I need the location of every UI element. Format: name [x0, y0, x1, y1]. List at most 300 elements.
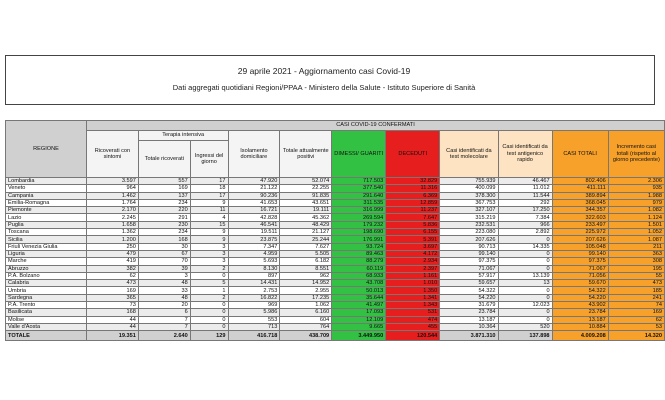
cell-casi-totali: 10.884 — [552, 323, 608, 330]
cell-molecolare: 59.657 — [440, 280, 498, 287]
cell-regione: P.A. Bolzano — [6, 272, 87, 279]
cell-isolamento: 41.653 — [228, 199, 280, 206]
cell-incremento: 169 — [608, 309, 664, 316]
cell-regione: Campania — [6, 192, 87, 199]
cell-molecolare: 207.626 — [440, 236, 498, 243]
cell-regione: Friuli Venezia Giulia — [6, 243, 87, 250]
cell-deceduti: 12.859 — [386, 199, 440, 206]
cell-molecolare: 54.322 — [440, 287, 498, 294]
cell-deceduti: 11.237 — [386, 207, 440, 214]
cell-regione: Calabria — [6, 280, 87, 287]
cell-positivi: 48.429 — [280, 221, 332, 228]
cell-ricoverati: 250 — [87, 243, 139, 250]
cell-isolamento: 416.718 — [228, 331, 280, 341]
table-row — [6, 323, 665, 330]
cell-ricoverati: 964 — [87, 185, 139, 192]
cell-antigenico: 137.898 — [498, 331, 552, 341]
cell-incremento: 308 — [608, 258, 664, 265]
col-header-incremento: Incremento casi totali (rispetto al giorno precedente) — [608, 131, 664, 178]
cell-ricoverati: 1.764 — [87, 199, 139, 206]
cell-ingressi: 11 — [190, 207, 228, 214]
cell-incremento: 979 — [608, 199, 664, 206]
cell-dimessi: 377.540 — [332, 185, 386, 192]
cell-regione: TOTALE — [6, 331, 87, 341]
cell-ricoverati: 1.462 — [87, 192, 139, 199]
cell-ingressi: 4 — [190, 214, 228, 221]
cell-casi-totali: 54.322 — [552, 287, 608, 294]
table-row — [6, 243, 665, 250]
cell-incremento: 1.087 — [608, 236, 664, 243]
col-header-casi-totali: CASI TOTALI — [552, 131, 608, 178]
cell-totale-ricoverati: 234 — [138, 199, 190, 206]
cell-antigenico: 11.012 — [498, 185, 552, 192]
cell-incremento: 1.124 — [608, 214, 664, 221]
cell-incremento: 363 — [608, 250, 664, 257]
cell-casi-totali: 233.497 — [552, 221, 608, 228]
cell-antigenico: 520 — [498, 323, 552, 330]
cell-deceduti: 1.343 — [386, 302, 440, 309]
cell-dimessi: 60.119 — [332, 265, 386, 272]
cell-totale-ricoverati: 70 — [138, 258, 190, 265]
cell-ricoverati: 2.245 — [87, 214, 139, 221]
cell-deceduti: 1.161 — [386, 272, 440, 279]
cell-isolamento: 16.721 — [228, 207, 280, 214]
table-row — [6, 207, 665, 214]
cell-dimessi: 198.690 — [332, 229, 386, 236]
cell-positivi: 17.235 — [280, 294, 332, 301]
cell-totale-ricoverati: 67 — [138, 250, 190, 257]
cell-regione: Sardegna — [6, 294, 87, 301]
cell-casi-totali: 105.048 — [552, 243, 608, 250]
table-row — [6, 199, 665, 206]
cell-dimessi: 311.535 — [332, 199, 386, 206]
cell-incremento: 14.320 — [608, 331, 664, 341]
cell-molecolare: 23.784 — [440, 309, 498, 316]
cell-casi-totali: 23.784 — [552, 309, 608, 316]
cell-positivi: 6.160 — [280, 309, 332, 316]
cell-molecolare: 10.364 — [440, 323, 498, 330]
cell-ricoverati: 62 — [87, 272, 139, 279]
cell-ricoverati: 44 — [87, 323, 139, 330]
cell-ingressi: 5 — [190, 280, 228, 287]
cell-positivi: 21.127 — [280, 229, 332, 236]
cell-casi-totali: 225.972 — [552, 229, 608, 236]
cell-positivi: 604 — [280, 316, 332, 323]
cell-regione: Emilia-Romagna — [6, 199, 87, 206]
cell-antigenico: 13.139 — [498, 272, 552, 279]
cell-positivi: 764 — [280, 323, 332, 330]
cell-deceduti: 2.934 — [386, 258, 440, 265]
cell-ingressi: 129 — [190, 331, 228, 341]
cell-regione: Liguria — [6, 250, 87, 257]
table-row — [6, 192, 665, 199]
cell-antigenico: 17.250 — [498, 207, 552, 214]
cell-antigenico: 0 — [498, 265, 552, 272]
cell-molecolare: 3.871.310 — [440, 331, 498, 341]
col-header-ingressi: Ingressi del giorno — [190, 141, 228, 178]
cell-antigenico: 0 — [498, 309, 552, 316]
cell-casi-totali: 207.626 — [552, 236, 608, 243]
cell-molecolare: 31.679 — [440, 302, 498, 309]
cell-dimessi: 35.644 — [332, 294, 386, 301]
table-row — [6, 280, 665, 287]
cell-isolamento: 14.431 — [228, 280, 280, 287]
cell-casi-totali: 322.603 — [552, 214, 608, 221]
cell-ingressi: 0 — [190, 323, 228, 330]
cell-ingressi: 15 — [190, 221, 228, 228]
cell-totale-ricoverati: 6 — [138, 309, 190, 316]
cell-positivi: 962 — [280, 272, 332, 279]
cell-molecolare: 97.375 — [440, 258, 498, 265]
cell-ingressi: 17 — [190, 192, 228, 199]
cell-casi-totali: 344.357 — [552, 207, 608, 214]
cell-molecolare: 378.300 — [440, 192, 498, 199]
cell-incremento: 195 — [608, 265, 664, 272]
table-row — [6, 229, 665, 236]
cell-incremento: 1.082 — [608, 207, 664, 214]
cell-positivi: 7.627 — [280, 243, 332, 250]
cell-isolamento: 23.875 — [228, 236, 280, 243]
cell-ricoverati: 19.351 — [87, 331, 139, 341]
table-row — [6, 316, 665, 323]
table-row — [6, 185, 665, 192]
cell-totale-ricoverati: 7 — [138, 323, 190, 330]
cell-positivi: 438.709 — [280, 331, 332, 341]
cell-regione: Sicilia — [6, 236, 87, 243]
cell-casi-totali: 54.220 — [552, 294, 608, 301]
cell-ingressi: 2 — [190, 294, 228, 301]
cell-dimessi: 17.093 — [332, 309, 386, 316]
cell-molecolare: 57.917 — [440, 272, 498, 279]
cell-totale-ricoverati: 168 — [138, 236, 190, 243]
cell-deceduti: 3.697 — [386, 243, 440, 250]
cell-ingressi: 9 — [190, 236, 228, 243]
cell-dimessi: 9.665 — [332, 323, 386, 330]
cell-isolamento: 5.693 — [228, 258, 280, 265]
cell-antigenico: 966 — [498, 221, 552, 228]
table-row — [6, 221, 665, 228]
cell-antigenico: 14.335 — [498, 243, 552, 250]
cell-isolamento: 4.959 — [228, 250, 280, 257]
cell-ricoverati: 1.362 — [87, 229, 139, 236]
table-row — [6, 309, 665, 316]
cell-regione: Lombardia — [6, 178, 87, 185]
cell-positivi: 8.551 — [280, 265, 332, 272]
cell-ricoverati: 1.658 — [87, 221, 139, 228]
cell-ingressi: 0 — [190, 309, 228, 316]
cell-ricoverati: 382 — [87, 265, 139, 272]
cell-isolamento: 16.822 — [228, 294, 280, 301]
cell-antigenico: 292 — [498, 199, 552, 206]
cell-dimessi: 269.594 — [332, 214, 386, 221]
cell-isolamento: 897 — [228, 272, 280, 279]
cell-incremento: 185 — [608, 287, 664, 294]
cell-positivi: 22.255 — [280, 185, 332, 192]
cell-incremento: 473 — [608, 280, 664, 287]
table-row — [6, 236, 665, 243]
cell-isolamento: 42.828 — [228, 214, 280, 221]
cell-antigenico: 11.544 — [498, 192, 552, 199]
cell-regione: Lazio — [6, 214, 87, 221]
cell-deceduti: 11.316 — [386, 185, 440, 192]
cell-molecolare: 315.219 — [440, 214, 498, 221]
cell-ingressi: 9 — [190, 229, 228, 236]
cell-dimessi: 93.724 — [332, 243, 386, 250]
cell-casi-totali: 71.067 — [552, 265, 608, 272]
cell-incremento: 935 — [608, 185, 664, 192]
cell-deceduti: 5.391 — [386, 236, 440, 243]
cell-ingressi: 3 — [190, 258, 228, 265]
cell-antigenico: 0 — [498, 258, 552, 265]
cell-isolamento: 8.130 — [228, 265, 280, 272]
cell-molecolare: 71.067 — [440, 265, 498, 272]
cell-molecolare: 99.140 — [440, 250, 498, 257]
cell-ricoverati: 2.170 — [87, 207, 139, 214]
cell-totale-ricoverati: 2.640 — [138, 331, 190, 341]
cell-isolamento: 713 — [228, 323, 280, 330]
cell-molecolare: 755.939 — [440, 178, 498, 185]
table-row — [6, 272, 665, 279]
cell-incremento: 211 — [608, 243, 664, 250]
cell-molecolare: 54.220 — [440, 294, 498, 301]
cell-regione: Umbria — [6, 287, 87, 294]
cell-dimessi: 291.640 — [332, 192, 386, 199]
cell-deceduti: 5.836 — [386, 221, 440, 228]
cell-ingressi: 0 — [190, 316, 228, 323]
cell-incremento: 1.988 — [608, 192, 664, 199]
cell-incremento: 2.306 — [608, 178, 664, 185]
cell-totale-ricoverati: 557 — [138, 178, 190, 185]
cell-regione: Basilicata — [6, 309, 87, 316]
cell-positivi: 45.362 — [280, 214, 332, 221]
cell-regione: Valle d'Aosta — [6, 323, 87, 330]
cell-isolamento: 7.347 — [228, 243, 280, 250]
col-header-positivi: Totale attualmente positivi — [280, 131, 332, 178]
cell-dimessi: 176.991 — [332, 236, 386, 243]
col-header-isolamento: Isolamento domiciliare — [228, 131, 280, 178]
cell-deceduti: 7.647 — [386, 214, 440, 221]
col-header-antigenico: Casi identificati da test antigenico rapido — [498, 131, 552, 178]
table-row — [6, 265, 665, 272]
cell-molecolare: 13.187 — [440, 316, 498, 323]
cell-casi-totali: 411.111 — [552, 185, 608, 192]
cell-casi-totali: 71.056 — [552, 272, 608, 279]
cell-incremento: 62 — [608, 316, 664, 323]
cell-totale-ricoverati: 169 — [138, 185, 190, 192]
group-header-terapia: Terapia intensiva — [138, 131, 228, 141]
cell-molecolare: 223.080 — [440, 229, 498, 236]
cell-positivi: 91.835 — [280, 192, 332, 199]
cell-molecolare: 232.531 — [440, 221, 498, 228]
cell-ingressi: 9 — [190, 199, 228, 206]
cell-molecolare: 327.107 — [440, 207, 498, 214]
cell-totale-ricoverati: 33 — [138, 287, 190, 294]
cell-antigenico: 0 — [498, 250, 552, 257]
table-row — [6, 258, 665, 265]
cell-incremento: 241 — [608, 294, 664, 301]
cell-ricoverati: 3.597 — [87, 178, 139, 185]
cell-isolamento: 47.920 — [228, 178, 280, 185]
cell-ingressi: 1 — [190, 287, 228, 294]
cell-deceduti: 1.010 — [386, 280, 440, 287]
cell-ingressi: 2 — [190, 265, 228, 272]
cell-totale-ricoverati: 137 — [138, 192, 190, 199]
cell-dimessi: 50.013 — [332, 287, 386, 294]
cell-deceduti: 6.369 — [386, 192, 440, 199]
cell-casi-totali: 4.009.208 — [552, 331, 608, 341]
col-header-ricoverati: Ricoverati con sintomi — [87, 131, 139, 178]
cell-ingressi: 17 — [190, 178, 228, 185]
col-header-deceduti: DECEDUTI — [386, 131, 440, 178]
cell-positivi: 2.955 — [280, 287, 332, 294]
report-subtitle: Dati aggregati quotidiani Regioni/PPAA - Ministero della Salute - Istituto Superiore di Sanità — [172, 83, 476, 92]
cell-casi-totali: 13.187 — [552, 316, 608, 323]
cell-isolamento: 5.986 — [228, 309, 280, 316]
cell-casi-totali: 99.140 — [552, 250, 608, 257]
cell-positivi: 6.182 — [280, 258, 332, 265]
cell-totale-ricoverati: 30 — [138, 243, 190, 250]
cell-ricoverati: 473 — [87, 280, 139, 287]
cell-regione: Molise — [6, 316, 87, 323]
cell-deceduti: 1.350 — [386, 287, 440, 294]
cell-ingressi: 0 — [190, 272, 228, 279]
cell-dimessi: 717.503 — [332, 178, 386, 185]
table-row — [6, 250, 665, 257]
cell-antigenico: 0 — [498, 236, 552, 243]
cell-regione: Veneto — [6, 185, 87, 192]
cell-casi-totali: 59.670 — [552, 280, 608, 287]
cell-totale-ricoverati: 3 — [138, 272, 190, 279]
table-row — [6, 302, 665, 309]
cell-dimessi: 88.279 — [332, 258, 386, 265]
cell-dimessi: 41.497 — [332, 302, 386, 309]
cell-deceduti: 474 — [386, 316, 440, 323]
cell-regione: Piemonte — [6, 207, 87, 214]
cell-dimessi: 12.109 — [332, 316, 386, 323]
cell-totale-ricoverati: 20 — [138, 302, 190, 309]
cell-ricoverati: 1.200 — [87, 236, 139, 243]
cell-ricoverati: 479 — [87, 250, 139, 257]
table-row — [6, 214, 665, 221]
col-header-dimessi: DIMESSI/ GUARITI — [332, 131, 386, 178]
cell-regione: Puglia — [6, 221, 87, 228]
cell-deceduti: 120.544 — [386, 331, 440, 341]
cell-ricoverati: 169 — [87, 287, 139, 294]
cell-antigenico: 7.384 — [498, 214, 552, 221]
report-title: 29 aprile 2021 - Aggiornamento casi Covid-19 — [237, 66, 411, 76]
cell-positivi: 52.074 — [280, 178, 332, 185]
col-header-regione: REGIONE — [6, 121, 87, 178]
table-row — [6, 178, 665, 185]
table-row — [6, 287, 665, 294]
cell-ricoverati: 44 — [87, 316, 139, 323]
cell-antigenico: 46.467 — [498, 178, 552, 185]
cell-casi-totali: 97.375 — [552, 258, 608, 265]
cell-casi-totali: 389.894 — [552, 192, 608, 199]
cell-isolamento: 19.511 — [228, 229, 280, 236]
cell-deceduti: 531 — [386, 309, 440, 316]
cell-incremento: 53 — [608, 323, 664, 330]
cell-deceduti: 1.341 — [386, 294, 440, 301]
cell-dimessi: 43.708 — [332, 280, 386, 287]
cell-antigenico: 0 — [498, 316, 552, 323]
cell-antigenico: 2.892 — [498, 229, 552, 236]
group-header-casi: CASI COVID-19 CONFERMATI — [87, 121, 665, 131]
cell-isolamento: 553 — [228, 316, 280, 323]
cell-deceduti: 32.829 — [386, 178, 440, 185]
cell-totale-ricoverati: 220 — [138, 207, 190, 214]
cell-molecolare: 367.753 — [440, 199, 498, 206]
cell-ingressi: 3 — [190, 250, 228, 257]
cell-dimessi: 179.232 — [332, 221, 386, 228]
cell-antigenico: 13 — [498, 280, 552, 287]
cell-antigenico: 0 — [498, 287, 552, 294]
cell-incremento: 74 — [608, 302, 664, 309]
cell-casi-totali: 43.902 — [552, 302, 608, 309]
cell-positivi: 14.952 — [280, 280, 332, 287]
cell-ingressi: 0 — [190, 302, 228, 309]
header-box — [5, 55, 655, 105]
cell-dimessi: 89.463 — [332, 250, 386, 257]
cell-antigenico: 0 — [498, 294, 552, 301]
cell-positivi: 43.651 — [280, 199, 332, 206]
cell-positivi: 5.505 — [280, 250, 332, 257]
cell-ricoverati: 419 — [87, 258, 139, 265]
cell-totale-ricoverati: 48 — [138, 280, 190, 287]
cell-positivi: 25.244 — [280, 236, 332, 243]
cell-molecolare: 400.099 — [440, 185, 498, 192]
cell-dimessi: 3.449.950 — [332, 331, 386, 341]
cell-totale-ricoverati: 7 — [138, 316, 190, 323]
col-header-totale-ricoverati: Totale ricoverati — [138, 141, 190, 178]
cell-totale-ricoverati: 48 — [138, 294, 190, 301]
covid-table — [5, 120, 665, 341]
cell-casi-totali: 802.406 — [552, 178, 608, 185]
cell-ricoverati: 168 — [87, 309, 139, 316]
cell-isolamento: 46.541 — [228, 221, 280, 228]
cell-regione: Marche — [6, 258, 87, 265]
cell-regione: Toscana — [6, 229, 87, 236]
cell-isolamento: 21.122 — [228, 185, 280, 192]
cell-ricoverati: 73 — [87, 302, 139, 309]
cell-antigenico: 12.023 — [498, 302, 552, 309]
cell-regione: P.A. Trento — [6, 302, 87, 309]
cell-molecolare: 90.713 — [440, 243, 498, 250]
cell-incremento: 55 — [608, 272, 664, 279]
cell-ingressi: 3 — [190, 243, 228, 250]
cell-ricoverati: 365 — [87, 294, 139, 301]
cell-ingressi: 18 — [190, 185, 228, 192]
cell-deceduti: 455 — [386, 323, 440, 330]
cell-positivi: 19.111 — [280, 207, 332, 214]
cell-deceduti: 2.397 — [386, 265, 440, 272]
cell-incremento: 1.501 — [608, 221, 664, 228]
cell-totale-ricoverati: 291 — [138, 214, 190, 221]
cell-regione: Abruzzo — [6, 265, 87, 272]
cell-casi-totali: 368.045 — [552, 199, 608, 206]
cell-deceduti: 4.172 — [386, 250, 440, 257]
cell-deceduti: 6.155 — [386, 229, 440, 236]
cell-totale-ricoverati: 234 — [138, 229, 190, 236]
cell-isolamento: 90.236 — [228, 192, 280, 199]
cell-incremento: 1.052 — [608, 229, 664, 236]
cell-positivi: 1.062 — [280, 302, 332, 309]
cell-isolamento: 969 — [228, 302, 280, 309]
total-row — [6, 331, 665, 341]
cell-isolamento: 2.753 — [228, 287, 280, 294]
cell-totale-ricoverati: 39 — [138, 265, 190, 272]
cell-totale-ricoverati: 230 — [138, 221, 190, 228]
